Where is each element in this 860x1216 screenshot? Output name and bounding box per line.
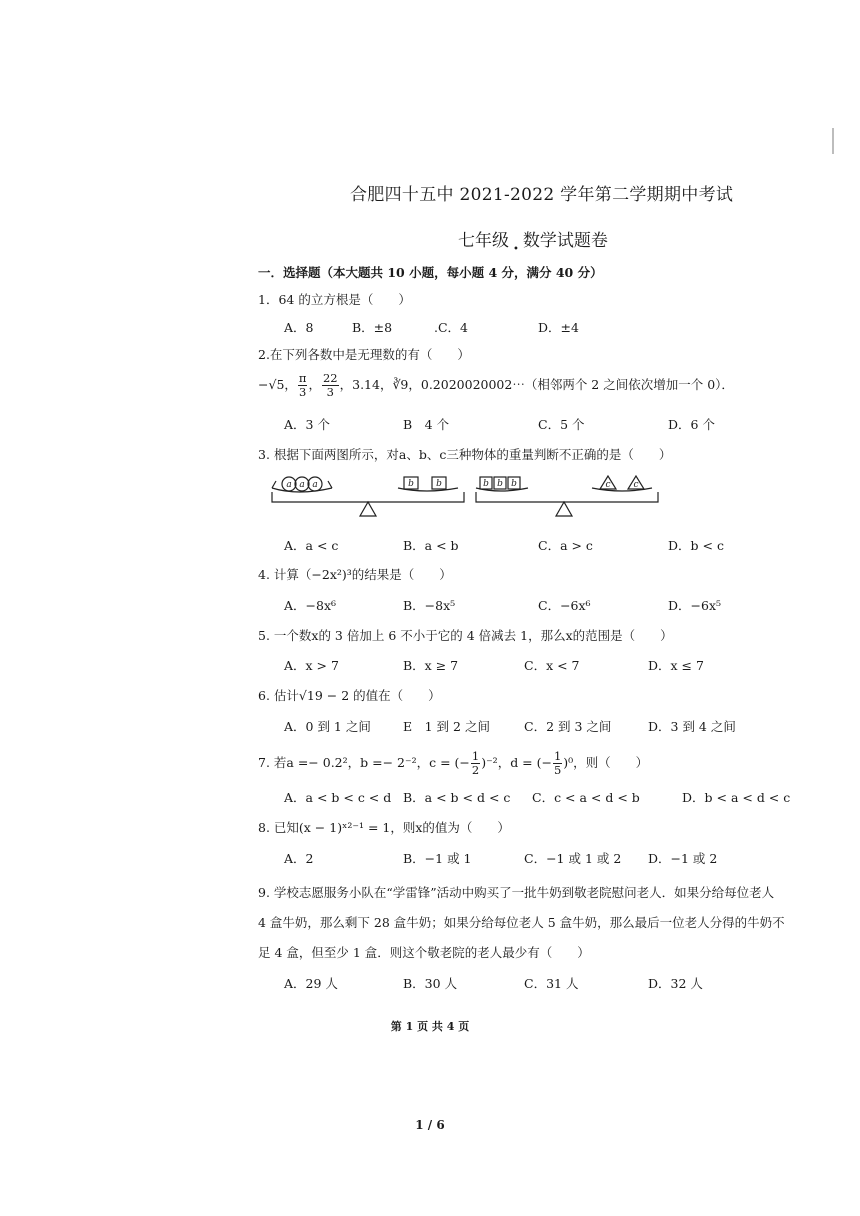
question-9-line-3: 足 4 盒，但至少 1 盒．则这个敬老院的老人最少有（ ） (258, 945, 590, 960)
q3-option-b: B．a < b (403, 538, 459, 553)
q2-number-list: −√5， $\frac{\pi}{3}$ ， $\frac{22}{3}$ ，3.14，∛9，0.2020020002⋯（相邻两个 2 之间依次增加一个 0）． (258, 371, 734, 400)
q8-option-d: D．−1 或 2 (648, 851, 718, 866)
q8-option-c: C．−1 或 1 或 2 (524, 851, 622, 866)
q9-option-d: D．32 人 (648, 976, 703, 991)
subtitle-grade: 七年级 (458, 231, 509, 251)
q4-option-c: C．−6x⁶ (538, 598, 591, 613)
q6-option-b: E 1 到 2 之间 (403, 719, 490, 734)
question-8-stem: 8. 已知(x − 1)ˣ²⁻¹ = 1，则x的值为（ ） (258, 820, 510, 835)
q7-stem-part-a: 7. 若a =− 0.2²，b =− 2⁻²，c = (− (258, 755, 470, 771)
q6-option-d: D．3 到 4 之间 (648, 719, 736, 734)
q2-option-b: B 4 个 (403, 417, 450, 432)
scale-label-b3: b (483, 479, 489, 489)
balance-scale-left (268, 472, 468, 524)
q7-stem-part-c: )⁰，则（ ） (563, 755, 649, 771)
scan-edge-mark (832, 128, 834, 154)
q5-option-d: D．x ≤ 7 (648, 658, 704, 673)
q2-option-c: C．5 个 (538, 417, 585, 432)
q6-option-c: C．2 到 3 之间 (524, 719, 612, 734)
exam-subtitle (458, 226, 608, 255)
q8-option-a: A．2 (284, 851, 314, 866)
question-4-stem: 4. 计算（−2x²)³的结果是（ ） (258, 567, 452, 582)
q5-option-b: B．x ≥ 7 (403, 658, 459, 673)
q1-option-d: D．±4 (538, 320, 579, 335)
q7-option-b: B．a < b < d < c (403, 790, 511, 805)
scale-label-a3: a (312, 480, 318, 490)
scale-label-b4: b (497, 479, 503, 489)
q4-option-a: A．−8x⁶ (284, 598, 337, 613)
q2-fraction-22-3: $\frac{22}{3}$ (322, 371, 338, 400)
q2-option-a: A．3 个 (284, 417, 330, 432)
subtitle-dot: • (513, 244, 519, 255)
question-1-stem: 1．64 的立方根是（ ） (258, 292, 411, 307)
scale-label-b2: b (436, 479, 442, 489)
scale-label-b1: b (408, 479, 414, 489)
question-5-stem: 5. 一个数x的 3 倍加上 6 不小于它的 4 倍减去 1，那么x的范围是（ ） (258, 628, 673, 643)
q3-option-c: C．a > c (538, 538, 593, 553)
q7-option-c: C．c < a < d < b (532, 790, 640, 805)
question-3-stem: 3. 根据下面两图所示，对a、b、c三种物体的重量判断不正确的是（ ） (258, 447, 672, 462)
scale-label-c1: c (605, 480, 611, 490)
scale-label-c2: c (633, 480, 639, 490)
q5-option-c: C．x < 7 (524, 658, 580, 673)
question-9-line-1: 9. 学校志愿服务小队在“学雷锋”活动中购买了一批牛奶到敬老院慰问老人．如果分给每位老人 (258, 885, 775, 900)
section-heading: 一．选择题（本大题共 10 小题，每小题 4 分，满分 40 分） (258, 265, 603, 280)
document-page-number: 1 / 6 (415, 1118, 445, 1132)
q4-option-d: D．−6x⁵ (668, 598, 722, 613)
q9-option-c: C．31 人 (524, 976, 579, 991)
question-9-line-2: 4 盒牛奶，那么剩下 28 盒牛奶；如果分给每位老人 5 盒牛奶，那么最后一位老人分得的牛奶不 (258, 915, 785, 930)
balance-scale-right (472, 472, 662, 524)
q3-option-a: A．a < c (284, 538, 339, 553)
q4-option-b: B．−8x⁵ (403, 598, 456, 613)
question-2-stem: 2.在下列各数中是无理数的有（ ） (258, 347, 470, 362)
q2-list-suffix: ，3.14，∛9，0.2020020002⋯（相邻两个 2 之间依次增加一个 0）． (339, 377, 734, 393)
q9-option-a: A．29 人 (284, 976, 338, 991)
q7-fraction-1-5: $\frac{1}{5}$ (553, 749, 562, 778)
q2-list-prefix: −√5， (258, 377, 297, 393)
q3-option-d: D．b < c (668, 538, 724, 553)
question-6-stem: 6. 估计√19 − 2 的值在（ ） (258, 688, 441, 703)
q2-option-d: D．6 个 (668, 417, 715, 432)
q8-option-b: B．−1 或 1 (403, 851, 472, 866)
q7-fraction-1-2: $\frac{1}{2}$ (471, 749, 480, 778)
question-7-stem (258, 750, 648, 777)
q1-option-b: B．±8 (352, 320, 393, 335)
q5-option-a: A．x > 7 (284, 658, 339, 673)
subtitle-subject: 数学试题卷 (522, 231, 608, 251)
scale-label-a1: a (286, 480, 292, 490)
q9-option-b: B．30 人 (403, 976, 458, 991)
q1-option-c: .C．4 (434, 320, 468, 335)
q7-option-a: A．a < b < c < d (284, 790, 392, 805)
q6-option-a: A．0 到 1 之间 (284, 719, 371, 734)
scale-label-b5: b (511, 479, 517, 489)
q1-option-a: A．8 (284, 320, 314, 335)
page-footer: 第 1 页 共 4 页 (390, 1020, 470, 1033)
q7-stem-part-b: )⁻²，d = (− (481, 755, 552, 771)
exam-title: 合肥四十五中 2021-2022 学年第二学期期中考试 (350, 185, 734, 205)
q7-option-d: D．b < a < d < c (682, 790, 791, 805)
scale-label-a2: a (299, 480, 305, 490)
q2-fraction-pi-3: $\frac{\pi}{3}$ (298, 371, 307, 400)
